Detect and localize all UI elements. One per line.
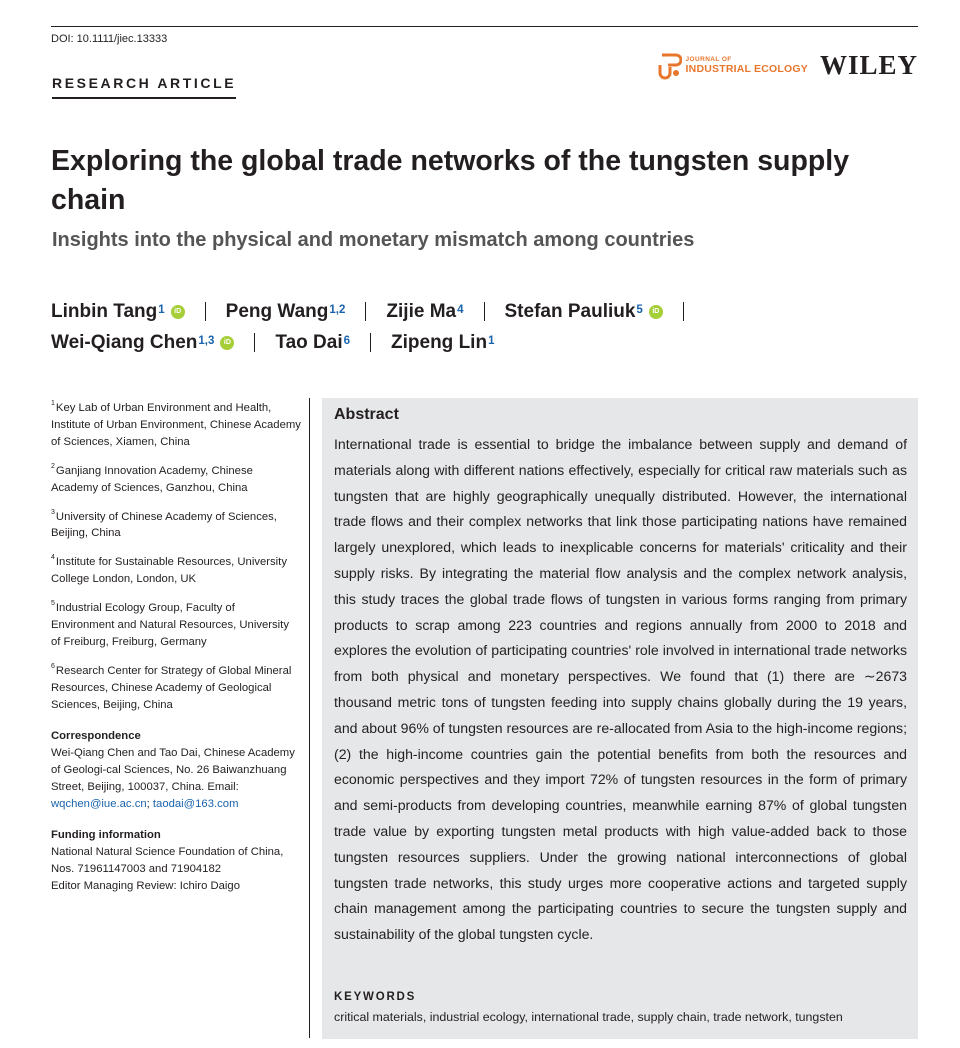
orcid-icon[interactable]: iD	[220, 336, 234, 350]
affiliation-text: Institute for Sustainable Resources, University College London, London, UK	[51, 556, 287, 586]
keywords-text: critical materials, industrial ecology, international trade, supply chain, trade network, tungsten	[334, 1010, 843, 1024]
author-affiliation-number: 5	[636, 303, 643, 316]
affiliation-text: Ganjiang Innovation Academy, Chinese Academy of Sciences, Ganzhou, China	[51, 464, 253, 494]
email-link-2[interactable]: taodai@163.com	[152, 797, 239, 810]
correspondence-heading: Correspondence	[51, 729, 141, 742]
author-separator	[365, 302, 366, 321]
affiliation	[51, 596, 301, 651]
abstract-text: International trade is essential to bridge the imbalance between supply and demand of materials along with different nations effectively, especially for critical raw materials such as tungsten that are highly geographically unequally distributed. However, the international trade flows and their complex networks that link those participating nations have remained largely unexplored, which leads to inexplicable concerns for materials' criticality and their supply risks. By integrating the material flow analysis and the complex network analysis, this study traces the global trade flows of tungsten in various forms ranging from primary products to scrap among 223 countries and regions annually from 2000 to 2018 and explores the evolution of participating countries' role involved in international trade networks from both physical and monetary perspectives. We found that (1) there are ∼2673 thousand metric tons of tungsten feeding into supply chains globally during the 19 years, and about 96% of tungsten resources are re-allocated from Asia to the high-income regions; (2) the high-income countries gain the potential benefits from both the resources and economic perspectives and they import 72% of tungsten resources in the form of primary and semi-products from developing countries, meanwhile earning 87% of global tungsten trade value by exporting tungsten metal products with high value-added back to those tungsten resources suppliers. Under the growing national interconnections of global tungsten trade networks, this study urges more cooperative actions and targeted supply chain management among the participating countries to secure the tungsten supply and sustainability of the global tungsten cycle.	[334, 436, 907, 943]
article-title: Exploring the global trade networks of the tungsten supply chain	[51, 145, 850, 216]
author-affiliation-number: 1	[488, 334, 495, 347]
affiliation-list	[51, 396, 301, 714]
author-list	[51, 296, 921, 358]
author-separator	[683, 302, 684, 321]
author[interactable]	[391, 332, 494, 354]
doi: DOI: 10.1111/jiec.13333	[51, 33, 168, 45]
article-subtitle: Insights into the physical and monetary mismatch among countries	[52, 229, 695, 251]
author-affiliation-number: 1,2	[329, 303, 346, 316]
affiliation	[51, 659, 301, 714]
affiliation	[51, 550, 301, 588]
author-name: Stefan Pauliuk	[504, 300, 636, 322]
author[interactable]	[51, 301, 185, 323]
affiliation-number: 6	[51, 662, 55, 670]
abstract-box	[322, 398, 918, 1039]
keywords-heading: KEYWORDS	[334, 991, 417, 1003]
author[interactable]	[505, 301, 663, 323]
author-line-1	[51, 296, 921, 327]
orcid-icon[interactable]: iD	[649, 305, 663, 319]
correspondence-text	[51, 745, 301, 813]
publisher-logo: WILEY	[819, 50, 918, 80]
affiliation-number: 4	[51, 554, 55, 562]
author-name: Linbin Tang	[51, 300, 158, 322]
article-type: RESEARCH ARTICLE	[52, 75, 236, 99]
author-name: Peng Wang	[225, 300, 329, 322]
author-separator	[205, 302, 206, 321]
affiliation-number: 3	[51, 508, 55, 516]
funding-heading: Funding information	[51, 828, 161, 841]
author[interactable]	[226, 301, 346, 323]
affiliation-number: 5	[51, 600, 55, 608]
email-label: Email:	[207, 780, 239, 793]
journal-logo-area	[656, 50, 918, 81]
author-separator	[254, 333, 255, 352]
journal-name: INDUSTRIAL ECOLOGY	[685, 63, 808, 75]
affiliation-number: 2	[51, 462, 55, 470]
author[interactable]	[275, 332, 350, 354]
journal-of-label: JOURNAL OF	[685, 55, 732, 63]
affiliation	[51, 459, 301, 497]
author-name: Wei-Qiang Chen	[51, 331, 198, 353]
author-affiliation-number: 1	[158, 303, 165, 316]
author[interactable]	[51, 332, 234, 354]
article-sidebar	[51, 396, 301, 895]
affiliation-text: Key Lab of Urban Environment and Health, Institute of Urban Environment, Chinese Academy of Sciences, Xiamen, China	[51, 401, 301, 448]
affiliation-text: Industrial Ecology Group, Faculty of Environment and Natural Resources, University of Freiburg, Freiburg, Germany	[51, 601, 289, 648]
author[interactable]	[386, 301, 463, 323]
author-name: Zipeng Lin	[391, 331, 488, 353]
author-affiliation-number: 6	[343, 334, 351, 347]
affiliation-number: 1	[51, 400, 55, 407]
author-affiliation-number: 4	[457, 303, 464, 316]
author-name: Zijie Ma	[386, 300, 457, 322]
author-separator	[370, 333, 371, 352]
email-separator: ;	[146, 797, 153, 810]
orcid-icon[interactable]: iD	[171, 305, 185, 319]
affiliation	[51, 505, 301, 543]
affiliation	[51, 396, 301, 451]
author-line-2	[51, 327, 921, 358]
author-affiliation-number: 1,3	[198, 334, 215, 347]
top-rule	[51, 26, 918, 27]
journal-mark-icon	[656, 51, 682, 81]
author-separator	[484, 302, 485, 321]
affiliation-text: Research Center for Strategy of Global Mineral Resources, Chinese Academy of Geological Sciences, Beijing, China	[51, 664, 292, 711]
abstract-heading: Abstract	[334, 406, 399, 423]
email-link-1[interactable]: wqchen@iue.ac.cn	[51, 797, 147, 810]
editor-text: Editor Managing Review: Ichiro Daigo	[51, 879, 241, 892]
column-divider	[309, 398, 310, 1038]
correspondence-address: Wei-Qiang Chen and Tao Dai, Chinese Academy of Geologi-cal Sciences, No. 26 Baiwanzhuang Street, Beijing, 100037, China.	[51, 746, 295, 793]
author-name: Tao Dai	[275, 331, 343, 353]
affiliation-text: University of Chinese Academy of Sciences, Beijing, China	[51, 510, 277, 540]
journal-logo	[656, 51, 808, 81]
funding-text: National Natural Science Foundation of China, Nos. 71961147003 and 71904182	[51, 845, 284, 875]
